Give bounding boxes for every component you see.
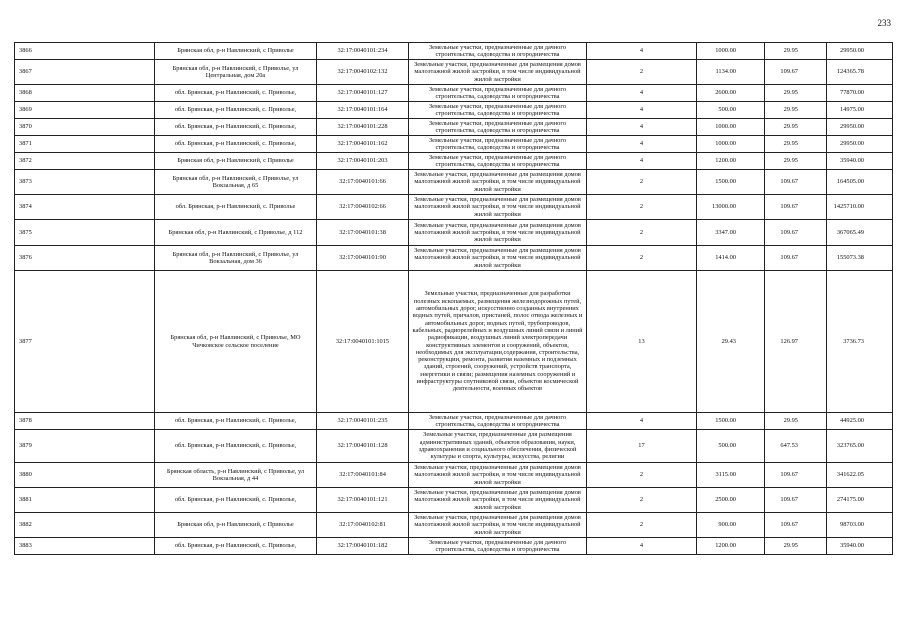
cadastral-value-cell: 164505.00 (827, 170, 893, 195)
land-use-cell: Земельные участки, предназначенные для размещения домов малоэтажной жилой застройки, в том числе индивидуальной жилой застройки (409, 463, 587, 488)
specific-value-cell: 109.67 (765, 488, 827, 513)
cadastral-value-cell: 35940.00 (827, 538, 893, 555)
area-cell: 1134.00 (697, 60, 765, 85)
table-row (15, 220, 893, 246)
use-code-cell: 2 (587, 246, 697, 271)
cadastral-value-cell: 367065.49 (827, 220, 893, 246)
page-number: 233 (877, 18, 891, 28)
row-number-cell: 3877 (15, 271, 155, 413)
area-cell: 13000.00 (697, 195, 765, 220)
table-row (15, 538, 893, 555)
address-cell: Брянская обл, р-н Навлинский, с Приволье, ул Вокзальная, дом 36 (155, 246, 317, 271)
land-use-cell: Земельные участки, предназначенные для дачного строительства, садоводства и огородничества (409, 538, 587, 555)
area-cell: 1500.00 (697, 413, 765, 430)
use-code-cell: 4 (587, 136, 697, 153)
use-code-cell: 4 (587, 413, 697, 430)
address-cell: обл. Брянская, р-н Навлинский, с. Приволье, (155, 538, 317, 555)
row-number-cell: 3880 (15, 463, 155, 488)
specific-value-cell: 29.95 (765, 102, 827, 119)
table-row (15, 85, 893, 102)
area-cell: 1414.00 (697, 246, 765, 271)
specific-value-cell: 109.67 (765, 60, 827, 85)
specific-value-cell: 126.97 (765, 271, 827, 413)
land-use-cell: Земельные участки, предназначенные для дачного строительства, садоводства и огородничества (409, 413, 587, 430)
cadastral-value-cell: 341622.05 (827, 463, 893, 488)
use-code-cell: 4 (587, 153, 697, 170)
cadastral-value-cell: 29950.00 (827, 119, 893, 136)
land-use-cell: Земельные участки, предназначенные для дачного строительства, садоводства и огородничества (409, 43, 587, 60)
row-number-cell: 3867 (15, 60, 155, 85)
cadastral-value-cell: 77870.00 (827, 85, 893, 102)
land-use-cell: Земельные участки, предназначенные для дачного строительства, садоводства и огородничества (409, 153, 587, 170)
use-code-cell: 2 (587, 488, 697, 513)
land-use-cell: Земельные участки, предназначенные для дачного строительства, садоводства и огородничества (409, 102, 587, 119)
row-number-cell: 3883 (15, 538, 155, 555)
area-cell: 500.00 (697, 430, 765, 463)
use-code-cell: 2 (587, 463, 697, 488)
use-code-cell: 13 (587, 271, 697, 413)
land-use-cell: Земельные участки, предназначенные для размещения домов малоэтажной жилой застройки, в том числе индивидуальной жилой застройки (409, 60, 587, 85)
address-cell: обл. Брянская, р-н Навлинский, с. Приволье, (155, 102, 317, 119)
area-cell: 3347.00 (697, 220, 765, 246)
area-cell: 1000.00 (697, 119, 765, 136)
area-cell: 1000.00 (697, 136, 765, 153)
land-use-cell: Земельные участки, предназначенные для размещения домов малоэтажной жилой застройки, в том числе индивидуальной жилой застройки (409, 488, 587, 513)
specific-value-cell: 109.67 (765, 463, 827, 488)
row-number-cell: 3882 (15, 513, 155, 538)
area-cell: 29.43 (697, 271, 765, 413)
cadastral-number-cell: 32:17:0040102:132 (317, 60, 409, 85)
row-number-cell: 3876 (15, 246, 155, 271)
address-cell: Брянская обл, р-н Навлинский, с Приволье, д 112 (155, 220, 317, 246)
land-use-cell: Земельные участки, предназначенные для размещения административных зданий, объектов образования, науки, здравоохранения и социального обеспечения, физической культуры и спорта, культуры, искусства, религии (409, 430, 587, 463)
use-code-cell: 2 (587, 60, 697, 85)
table-row (15, 153, 893, 170)
cadastral-value-cell: 155073.38 (827, 246, 893, 271)
address-cell: обл. Брянская, р-н Навлинский, с. Приволье, (155, 119, 317, 136)
cadastral-number-cell: 32:17:0040101:121 (317, 488, 409, 513)
land-use-cell: Земельные участки, предназначенные для разработки полезных ископаемых, размещения железнодорожных путей, автомобильных дорог, искусственно созданных внутренних водных путей, причалов, пристаней, полос отвода железных и автомобильных дорог, водных путей, трубопроводов, кабельных, радиорелейных и воздушных линий связи и линий радиофикации, воздушных линий электропередачи конструктивных элементов и сооружений, объектов, необходимых для эксплуатации,содержания, строительства, реконструкции, ремонта, развития наземных и подземных зданий, строений, сооружений, устройств транспорта, энергетики и связи; размещения наземных сооружений и инфраструктуры спутниковой связи, объектов космической деятельности, военных объектов (409, 271, 587, 413)
cadastral-number-cell: 32:17:0040101:234 (317, 43, 409, 60)
area-cell: 1200.00 (697, 153, 765, 170)
cadastral-number-cell: 32:17:0040102:81 (317, 513, 409, 538)
table-row (15, 413, 893, 430)
specific-value-cell: 109.67 (765, 195, 827, 220)
row-number-cell: 3866 (15, 43, 155, 60)
land-use-cell: Земельные участки, предназначенные для дачного строительства, садоводства и огородничества (409, 85, 587, 102)
table-row (15, 430, 893, 463)
land-use-cell: Земельные участки, предназначенные для размещения домов малоэтажной жилой застройки, в том числе индивидуальной жилой застройки (409, 170, 587, 195)
cadastral-value-cell: 98703.00 (827, 513, 893, 538)
specific-value-cell: 29.95 (765, 136, 827, 153)
cadastral-number-cell: 32:17:0040101:128 (317, 430, 409, 463)
specific-value-cell: 109.67 (765, 246, 827, 271)
specific-value-cell: 647.53 (765, 430, 827, 463)
table-row (15, 488, 893, 513)
specific-value-cell: 109.67 (765, 170, 827, 195)
cadastral-number-cell: 32:17:0040101:164 (317, 102, 409, 119)
table-row (15, 43, 893, 60)
use-code-cell: 4 (587, 85, 697, 102)
table-row (15, 246, 893, 271)
area-cell: 900.00 (697, 513, 765, 538)
row-number-cell: 3872 (15, 153, 155, 170)
use-code-cell: 2 (587, 170, 697, 195)
use-code-cell: 4 (587, 119, 697, 136)
address-cell: обл. Брянская, р-н Навлинский, с. Приволье (155, 195, 317, 220)
land-use-cell: Земельные участки, предназначенные для размещения домов малоэтажной жилой застройки, в том числе индивидуальной жилой застройки (409, 220, 587, 246)
use-code-cell: 17 (587, 430, 697, 463)
address-cell: обл. Брянская, р-н Навлинский, с. Приволье, (155, 85, 317, 102)
use-code-cell: 2 (587, 513, 697, 538)
cadastral-value-cell: 35940.00 (827, 153, 893, 170)
cadastral-number-cell: 32:17:0040101:182 (317, 538, 409, 555)
row-number-cell: 3873 (15, 170, 155, 195)
area-cell: 3115.00 (697, 463, 765, 488)
cadastral-value-cell: 29950.00 (827, 136, 893, 153)
table-row (15, 136, 893, 153)
specific-value-cell: 109.67 (765, 513, 827, 538)
cadastral-value-cell: 44925.00 (827, 413, 893, 430)
address-cell: Брянская обл, р-н Навлинский, с Приволье, ул Центральная, дом 20а (155, 60, 317, 85)
cadastral-number-cell: 32:17:0040102:66 (317, 195, 409, 220)
cadastral-value-cell: 323765.00 (827, 430, 893, 463)
use-code-cell: 4 (587, 43, 697, 60)
address-cell: обл. Брянская, р-н Навлинский, с. Приволье, (155, 136, 317, 153)
area-cell: 500.00 (697, 102, 765, 119)
table-row (15, 463, 893, 488)
cadastral-number-cell: 32:17:0040101:228 (317, 119, 409, 136)
row-number-cell: 3869 (15, 102, 155, 119)
table-body (15, 43, 893, 555)
land-use-cell: Земельные участки, предназначенные для размещения домов малоэтажной жилой застройки, в том числе индивидуальной жилой застройки (409, 195, 587, 220)
specific-value-cell: 29.95 (765, 413, 827, 430)
cadastral-number-cell: 32:17:0040101:162 (317, 136, 409, 153)
specific-value-cell: 109.67 (765, 220, 827, 246)
table-row (15, 119, 893, 136)
area-cell: 2500.00 (697, 488, 765, 513)
cadastral-number-cell: 32:17:0040101:90 (317, 246, 409, 271)
table-row (15, 271, 893, 413)
land-use-cell: Земельные участки, предназначенные для дачного строительства, садоводства и огородничества (409, 136, 587, 153)
land-use-cell: Земельные участки, предназначенные для дачного строительства, садоводства и огородничества (409, 119, 587, 136)
address-cell: Брянская область, р-н Навлинский, с Приволье, ул Вокзальная, д 44 (155, 463, 317, 488)
address-cell: обл. Брянская, р-н Навлинский, с. Приволье, (155, 430, 317, 463)
cadastral-value-cell: 124365.78 (827, 60, 893, 85)
cadastral-value-cell: 14975.00 (827, 102, 893, 119)
specific-value-cell: 29.95 (765, 153, 827, 170)
address-cell: Брянская обл, р-н Навлинский, с Приволье (155, 153, 317, 170)
row-number-cell: 3868 (15, 85, 155, 102)
cadastral-value-cell: 274175.00 (827, 488, 893, 513)
specific-value-cell: 29.95 (765, 85, 827, 102)
address-cell: Брянская обл, р-н Навлинский, с Приволье (155, 43, 317, 60)
address-cell: Брянская обл, р-н Навлинский, с Приволье, МО Чичковское сельское поселение (155, 271, 317, 413)
land-use-cell: Земельные участки, предназначенные для размещения домов малоэтажной жилой застройки, в том числе индивидуальной жилой застройки (409, 246, 587, 271)
cadastral-number-cell: 32:17:0040101:1015 (317, 271, 409, 413)
cadastral-value-cell: 1425710.00 (827, 195, 893, 220)
row-number-cell: 3878 (15, 413, 155, 430)
cadastral-number-cell: 32:17:0040101:235 (317, 413, 409, 430)
area-cell: 1000.00 (697, 43, 765, 60)
table-row (15, 170, 893, 195)
use-code-cell: 4 (587, 102, 697, 119)
area-cell: 2600.00 (697, 85, 765, 102)
table-row (15, 60, 893, 85)
address-cell: обл. Брянская, р-н Навлинский, с. Приволье, (155, 488, 317, 513)
land-use-cell: Земельные участки, предназначенные для размещения домов малоэтажной жилой застройки, в том числе индивидуальной жилой застройки (409, 513, 587, 538)
row-number-cell: 3870 (15, 119, 155, 136)
row-number-cell: 3871 (15, 136, 155, 153)
address-cell: Брянская обл, р-н Навлинский, с Приволье (155, 513, 317, 538)
table-row (15, 102, 893, 119)
cadastral-number-cell: 32:17:0040101:66 (317, 170, 409, 195)
use-code-cell: 2 (587, 195, 697, 220)
area-cell: 1500.00 (697, 170, 765, 195)
use-code-cell: 4 (587, 538, 697, 555)
cadastral-number-cell: 32:17:0040101:38 (317, 220, 409, 246)
area-cell: 1200.00 (697, 538, 765, 555)
specific-value-cell: 29.95 (765, 119, 827, 136)
row-number-cell: 3881 (15, 488, 155, 513)
address-cell: обл. Брянская, р-н Навлинский, с. Приволье, (155, 413, 317, 430)
row-number-cell: 3875 (15, 220, 155, 246)
specific-value-cell: 29.95 (765, 43, 827, 60)
table-row (15, 195, 893, 220)
specific-value-cell: 29.95 (765, 538, 827, 555)
row-number-cell: 3879 (15, 430, 155, 463)
row-number-cell: 3874 (15, 195, 155, 220)
cadastral-number-cell: 32:17:0040101:127 (317, 85, 409, 102)
cadastral-value-cell: 3736.73 (827, 271, 893, 413)
table-row (15, 513, 893, 538)
cadastral-number-cell: 32:17:0040101:203 (317, 153, 409, 170)
cadastral-value-cell: 29950.00 (827, 43, 893, 60)
address-cell: Брянская обл, р-н Навлинский, с Приволье, ул Вокзальная, д 65 (155, 170, 317, 195)
cadastral-number-cell: 32:17:0040101:84 (317, 463, 409, 488)
cadastral-value-table (14, 42, 893, 555)
use-code-cell: 2 (587, 220, 697, 246)
